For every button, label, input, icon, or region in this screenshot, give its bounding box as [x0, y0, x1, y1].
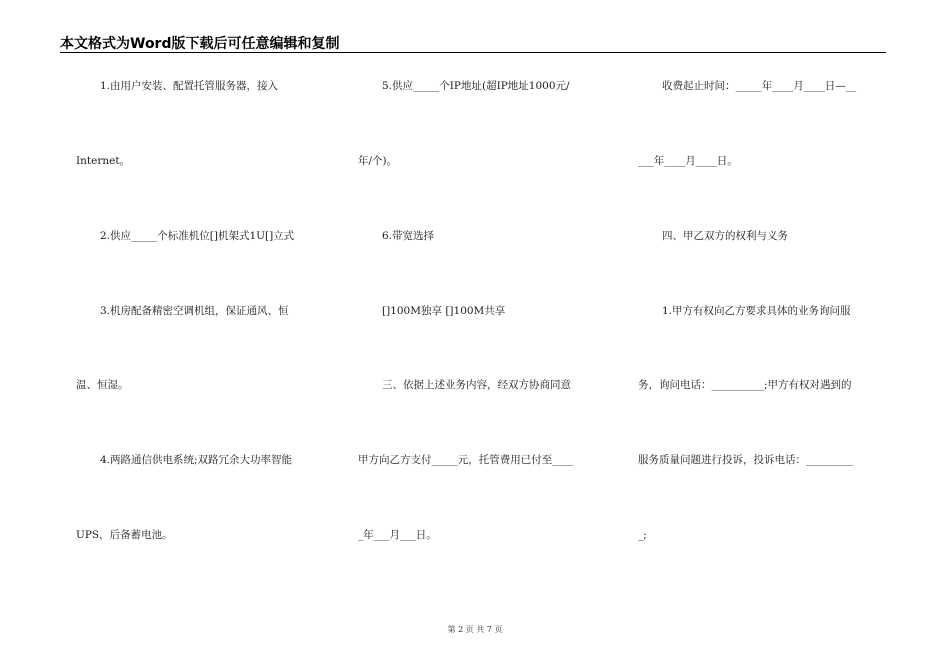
paragraph-line: 甲方向乙方支付_____元，托管费用已付至____ [358, 454, 574, 466]
paragraph-line: 温、恒湿。 [76, 379, 129, 391]
paragraph-line: _年___月___日。 [358, 529, 437, 541]
text-column-3 [638, 0, 888, 672]
paragraph-line: ___年____月____日。 [638, 155, 738, 167]
paragraph-line: 5.供应_____个IP地址(超IP地址1000元/ [382, 80, 570, 92]
paragraph-line: _; [638, 529, 647, 541]
paragraph-line: 务，询问电话：__________;甲方有权对遇到的 [638, 379, 852, 391]
paragraph-line: 2.供应_____个标准机位[]机架式1U[]立式 [100, 230, 295, 242]
text-column-1 [76, 0, 326, 672]
paragraph-line: 1.甲方有权向乙方要求具体的业务询问服 [662, 305, 851, 317]
paragraph-line: 6.带宽选择 [382, 230, 435, 242]
paragraph-line: 三、依据上述业务内容，经双方协商同意 [382, 379, 571, 391]
document-header-title: 本文格式为Word版下载后可任意编辑和复制 [60, 36, 340, 52]
paragraph-line: Internet。 [76, 155, 131, 167]
text-column-2 [358, 0, 608, 672]
paragraph-line: 1.由用户安装、配置托管服务器，接入 [100, 80, 279, 92]
paragraph-line: []100M独享 []100M共享 [382, 305, 506, 317]
paragraph-line: 4.两路通信供电系统;双路冗余大功率智能 [100, 454, 293, 466]
page-number-footer: 第 2 页 共 7 页 [447, 625, 503, 634]
paragraph-line: 收费起止时间：_____年____月____日—__ [662, 80, 857, 92]
paragraph-line: UPS，后备蓄电池。 [76, 529, 173, 541]
paragraph-line: 四、甲乙双方的权利与义务 [662, 230, 788, 242]
paragraph-line: 年/个)。 [358, 155, 398, 167]
paragraph-line: 服务质量问题进行投诉，投诉电话：_________ [638, 454, 854, 466]
paragraph-line: 3.机房配备精密空调机组，保证通风、恒 [100, 305, 289, 317]
